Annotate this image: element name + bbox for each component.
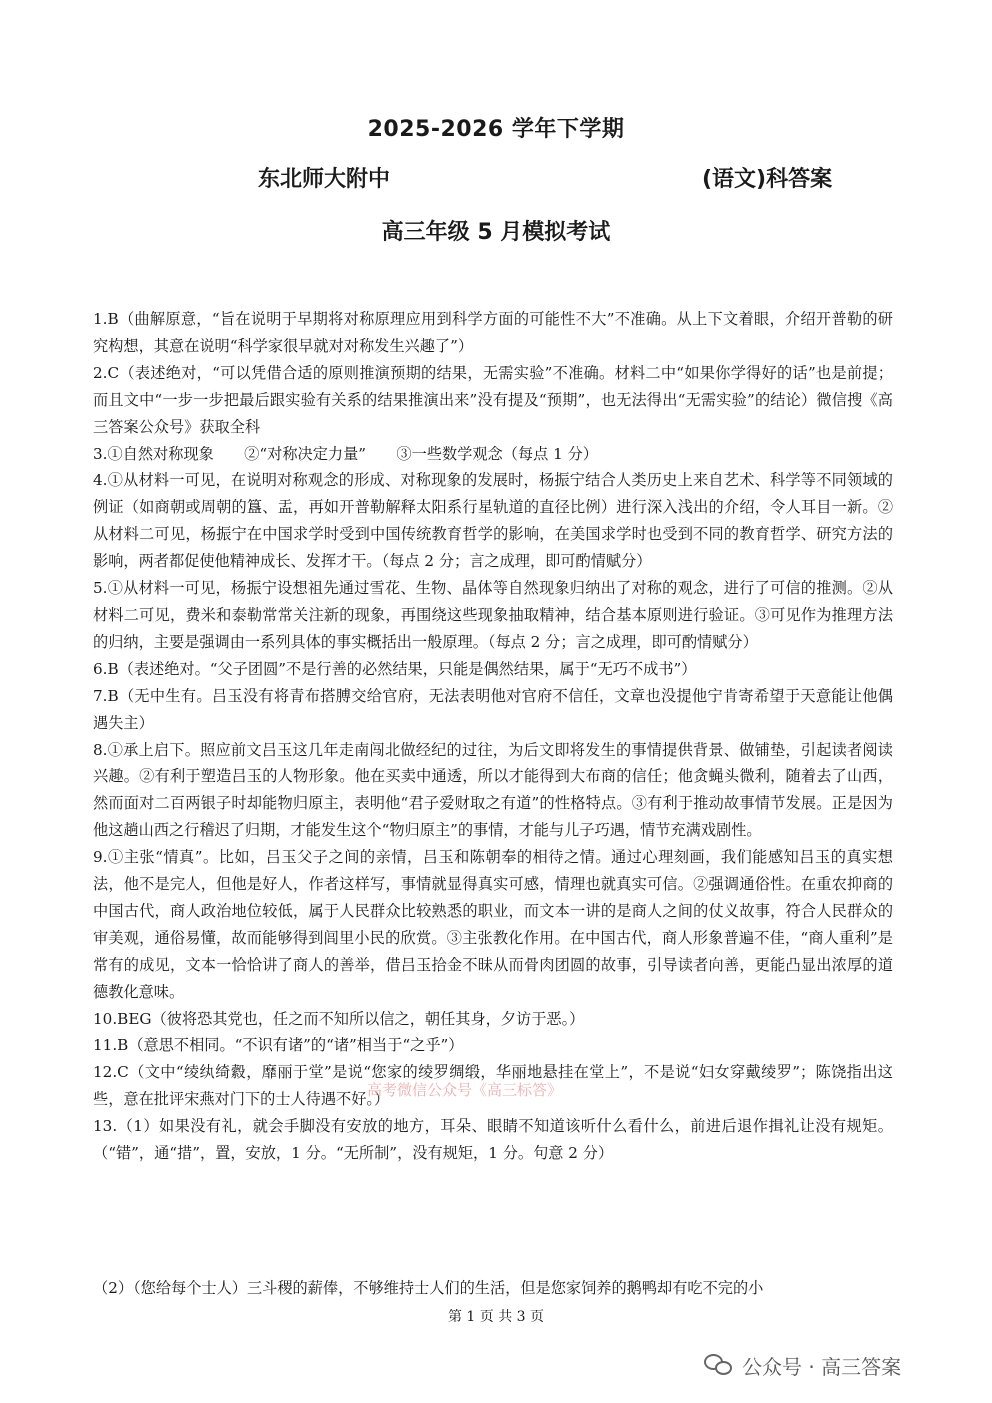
- school-name: 东北师大附中: [258, 167, 391, 192]
- answer-10: 10.BEG（彼将恐其党也，任之而不知所以信之，朝任其身，夕访于恶。）: [93, 1009, 585, 1028]
- page-footer: 第 1 页 共 3 页: [447, 1309, 545, 1325]
- answer-13-1: 13.（1）如果没有礼，就会手脚没有安放的地方，耳朵、眼睛不知道该听什么看什么，前进后退作揖礼让没有规矩。（“错”，通“措”，置，安放，1 分。“无所制”，没有规矩，1 分。句意 2 分）: [93, 1117, 893, 1163]
- answer-2: 2.C（表述绝对，“可以凭借合适的原则推演预期的结果，无需实验”不准确。材料二中“如果你学得好的话”也是前提；而且文中“一步一步把最后跟实验有关系的结果推演出来”没有提及“预期”，也无法得出“无需实验”的结论）微信搜《高三答案公众号》获取全科: [93, 363, 893, 436]
- answer-13-2: （2）（您给每个士人）三斗稷的薪俸，不够维持士人们的生活，但是您家饲养的鹅鸭却有吃不完的小: [93, 1279, 764, 1297]
- answer-5: 5.①从材料一可见，杨振宁设想祖先通过雪花、生物、晶体等自然现象归纳出了对称的观念，进行了可信的推测。②从材料二可见，费米和泰勒常常关注新的现象，再围绕这些现象抽取精神，结合基本原则进行验证。③可见作为推理方法的归纳，主要是强调由一系列具体的事实概括出一般原理。（每点 2 分；言之成理，即可酌情赋分）: [93, 579, 893, 651]
- answer-8: 8.①承上启下。照应前文吕玉这几年走南闯北做经纪的过往，为后文即将发生的事情提供背景、做铺垫，引起读者阅读兴趣。②有利于塑造吕玉的人物形象。他在买卖中通透，所以才能得到大布商的信任；他贪蝇头微利，随着去了山西，然而面对二百两银子时却能物归原主，表明他“君子爱财取之有道”的性格特点。③有利于推动故事情节发展。正是因为他这趟山西之行稽迟了归期，才能发生这个“物归原主”的事情，才能与儿子巧遇，情节充满戏剧性。: [93, 740, 893, 840]
- answer-3: 3.①自然对称现象 ②“对称决定力量” ③一些数学观念（每点 1 分）: [93, 444, 598, 463]
- subject-label: (语文)科答案: [702, 167, 833, 192]
- watermark: 高考微信公众号《高三标答》: [367, 1081, 563, 1099]
- answer-4: 4.①从材料一可见，在说明对称观念的形成、对称现象的发展时，杨振宁结合人类历史上来自艺术、科学等不同领域的例证（如商朝或周朝的簋、盂，再如开普勒解释太阳系行星轨道的直径比例）进行深入浅出的介绍，令人耳目一新。②从材料二可见，杨振宁在中国求学时受到中国传统教育哲学的影响，在美国求学时也受到不同的教育哲学、研究方法的影响，两者都促使他精神成长、发挥才干。（每点 2 分；言之成理，即可酌情赋分）: [93, 471, 893, 571]
- answer-9: 9.①主张“情真”。比如，吕玉父子之间的亲情，吕玉和陈朝奉的相待之情。通过心理刻画，我们能感知吕玉的真实想法，他不是完人，但他是好人，作者这样写，事情就显得真实可感，情理也就真实可信。②强调通俗性。在重农抑商的中国古代，商人政治地位较低，属于人民群众比较熟悉的职业，而文本一讲的是商人之间的仗义故事，符合人民群众的审美观，通俗易懂，故而能够得到闾里小民的欣赏。③主张教化作用。在中国古代，商人形象普遍不佳，“商人重利”是常有的成见，文本一恰恰讲了商人的善举，借吕玉拾金不昧从而骨肉团圆的故事，引导读者向善，更能凸显出浓厚的道德教化意味。: [93, 848, 893, 1001]
- answer-body: [93, 306, 893, 1167]
- answer-1: 1.B（曲解原意，“旨在说明于早期将对称原理应用到科学方面的可能性不大”不准确。从上下文着眼，介绍开普勒的研究构想，其意在说明“科学家很早就对对称发生兴趣了”）: [93, 310, 893, 355]
- answer-12: 12.C（文中“绫纨绮縠，靡丽于堂”是说“您家的绫罗绸缎，华丽地悬挂在堂上”，不是说“妇女穿戴绫罗”；陈饶指出这些，意在批评宋燕对门下的士人待遇不好。）: [93, 1063, 893, 1109]
- answer-6: 6.B（表述绝对。“父子团圆”不是行善的必然结果，只能是偶然结果，属于“无巧不成书”）: [93, 659, 697, 678]
- wechat-account-label: 公众号 · 高三答案: [742, 1354, 902, 1379]
- exam-title: 高三年级 5 月模拟考试: [381, 220, 611, 245]
- answer-11: 11.B（意思不相同。“不识有诸”的“诸”相当于“之乎”）: [93, 1036, 464, 1055]
- wechat-account-badge: [704, 1350, 901, 1380]
- wechat-icon: [704, 1352, 734, 1378]
- answer-7: 7.B（无中生有。吕玉没有将青布搭膊交给官府，无法表明他对官府不信任，文章也没提他宁肯寄希望于天意能让他偶遇失主）: [93, 686, 893, 732]
- year-term-heading: 2025-2026 学年下学期: [367, 117, 625, 142]
